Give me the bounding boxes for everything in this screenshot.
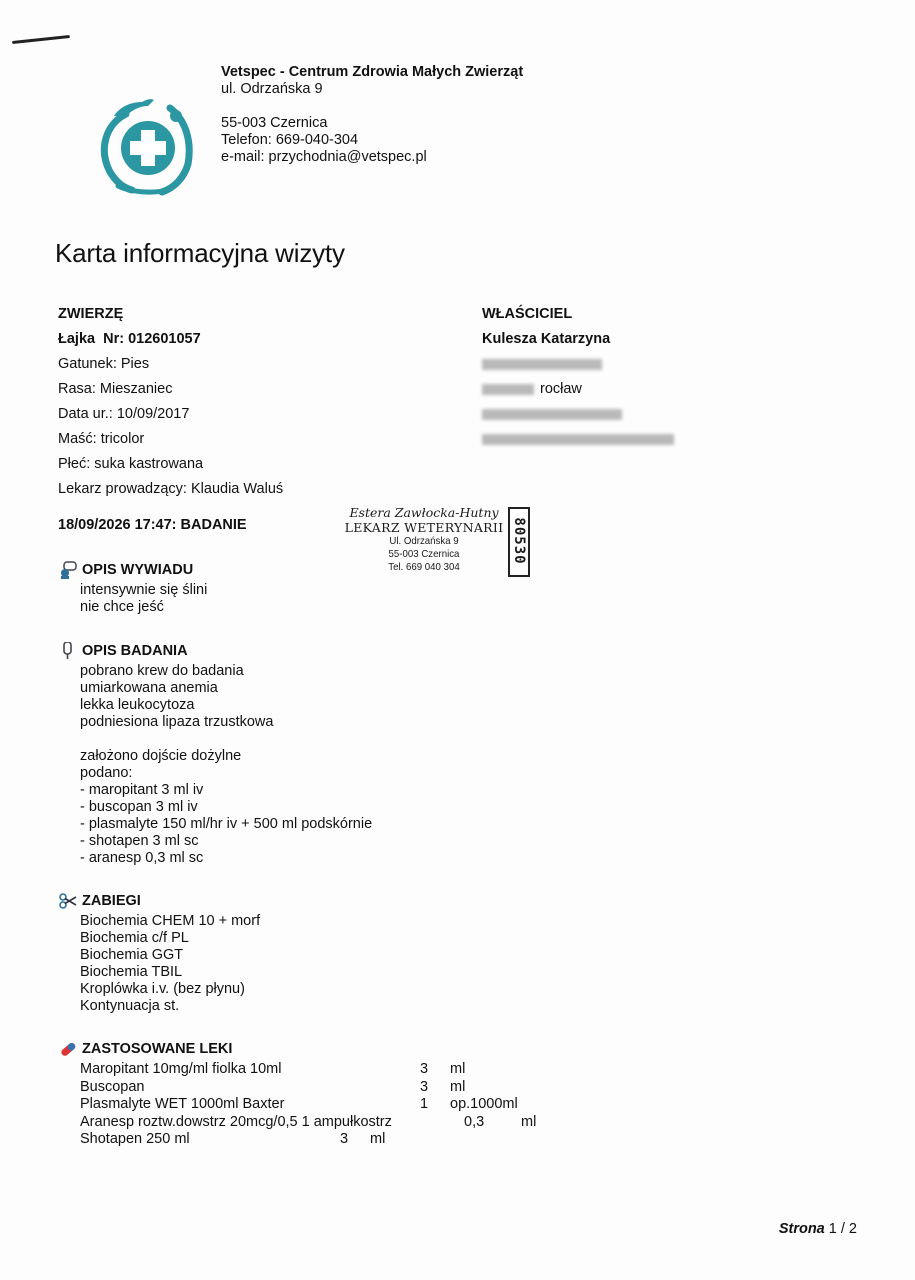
exam-line: - aranesp 0,3 ml sc (80, 850, 204, 866)
clinic-header (221, 64, 523, 166)
owner-heading: WŁAŚCICIEL (482, 306, 573, 322)
interview-heading: OPIS WYWIADU (82, 562, 194, 578)
medications-section (58, 1040, 537, 1149)
medication-name: Buscopan (80, 1078, 145, 1095)
medication-name: Aranesp roztw.dowstrz 20mcg/0,5 1 ampułkostrz (80, 1113, 392, 1130)
exam-line: pobrano krew do badania (80, 663, 244, 679)
clinic-street: ul. Odrzańska 9 (221, 81, 323, 97)
stamp-street: Ul. Odrzańska 9 (389, 535, 459, 547)
exam-line (80, 731, 372, 748)
pen-mark (12, 35, 70, 44)
procedure-line: Biochemia CHEM 10 + morf (80, 913, 261, 929)
animal-heading: ZWIERZĘ (58, 306, 124, 322)
vet-stamp (344, 505, 527, 574)
exam-line: podniesiona lipaza trzustkowa (80, 714, 274, 730)
procedure-line: Biochemia GGT (80, 947, 184, 963)
pill-icon (58, 1040, 78, 1058)
procedure-line: Biochemia TBIL (80, 964, 183, 980)
visit-header: 18/09/2026 17:47: BADANIE (58, 517, 247, 533)
medication-row (80, 1131, 386, 1149)
exam-line: - plasmalyte 150 ml/hr iv + 500 ml podskórnie (80, 816, 373, 832)
medication-row (80, 1061, 466, 1079)
medication-qty: 3 (420, 1078, 429, 1095)
medication-name: Maropitant 10mg/ml fiolka 10ml (80, 1061, 282, 1077)
interview-body (80, 582, 207, 616)
clinic-name: Vetspec - Centrum Zdrowia Małych Zwierząt (221, 64, 524, 80)
medication-qty: 0,3 (464, 1113, 485, 1130)
page-number (779, 1221, 857, 1237)
procedure-line: Kroplówka i.v. (bez płynu) (80, 981, 245, 997)
exam-line: - maropitant 3 ml iv (80, 782, 204, 798)
page-current: 1 (828, 1221, 837, 1237)
owner-section (482, 302, 680, 452)
clinic-logo-icon (96, 94, 200, 198)
medication-unit: ml (450, 1061, 466, 1077)
exam-line: umiarkowana anemia (80, 680, 218, 696)
interview-line: intensywnie się ślini (80, 582, 208, 598)
owner-address-redacted (482, 352, 680, 377)
animal-vet: Lekarz prowadzący: Klaudia Waluś (58, 481, 284, 497)
interview-line: nie chce jeść (80, 599, 164, 615)
interview-icon (58, 561, 78, 579)
page-total: / 2 (840, 1221, 857, 1237)
medications-table (80, 1061, 537, 1149)
stamp-name: Estera Zawłocka-Hutny (349, 505, 499, 520)
medication-name: Shotapen 250 ml (80, 1131, 190, 1147)
stamp-city: 55-003 Czernica (388, 548, 460, 560)
clinic-phone: Telefon: 669-040-304 (221, 132, 359, 148)
exam-line: - buscopan 3 ml iv (80, 799, 198, 815)
animal-sex: Płeć: suka kastrowana (58, 456, 204, 472)
animal-species: Gatunek: Pies (58, 356, 150, 372)
exam-line: podano: (80, 765, 133, 781)
clinic-city: 55-003 Czernica (221, 115, 328, 131)
stamp-role: LEKARZ WETERYNARII (344, 520, 504, 535)
owner-name: Kulesza Katarzyna (482, 331, 611, 347)
stamp-phone: Tel. 669 040 304 (388, 561, 460, 573)
animal-name-line: Łajka Nr: 012601057 (58, 331, 201, 347)
procedures-heading: ZABIEGI (82, 893, 141, 909)
medication-unit: op.1000ml (450, 1096, 518, 1112)
animal-dob: Data ur.: 10/09/2017 (58, 406, 190, 422)
stamp-number: 80530 (511, 517, 527, 565)
animal-section (58, 302, 283, 502)
animal-breed: Rasa: Mieszaniec (58, 381, 173, 397)
owner-city: rocław (482, 377, 680, 402)
exam-line: - shotapen 3 ml sc (80, 833, 199, 849)
clinic-email: e-mail: przychodnia@vetspec.pl (221, 149, 427, 165)
medication-row (80, 1096, 518, 1114)
procedure-line: Biochemia c/f PL (80, 930, 189, 946)
exam-line: założono dojście dożylne (80, 748, 242, 764)
medication-qty: 1 (420, 1096, 429, 1112)
document-title: Karta informacyjna wizyty (55, 238, 345, 268)
owner-email-redacted (482, 427, 680, 452)
procedures-section (58, 892, 260, 1015)
medication-qty: 3 (340, 1131, 349, 1147)
medication-unit: ml (521, 1113, 537, 1130)
medication-unit: ml (370, 1131, 386, 1147)
exam-body (80, 663, 372, 867)
procedure-line: Kontynuacja st. (80, 998, 180, 1014)
medication-unit: ml (450, 1078, 466, 1095)
medication-row (80, 1078, 466, 1097)
interview-section (58, 561, 207, 616)
medication-qty: 3 (420, 1061, 429, 1077)
stamp-number-box (508, 507, 530, 577)
exam-section (58, 642, 372, 867)
exam-line: lekka leukocytoza (80, 697, 195, 713)
owner-phone-redacted (482, 402, 680, 427)
exam-icon (58, 642, 78, 660)
medication-name: Plasmalyte WET 1000ml Baxter (80, 1096, 285, 1112)
page-label: Strona (778, 1221, 825, 1237)
animal-color: Maść: tricolor (58, 431, 145, 447)
exam-heading: OPIS BADANIA (82, 643, 188, 659)
scissors-icon (58, 892, 78, 910)
medication-row (80, 1113, 537, 1132)
procedures-body (80, 913, 260, 1015)
medications-heading: ZASTOSOWANE LEKI (82, 1041, 233, 1057)
